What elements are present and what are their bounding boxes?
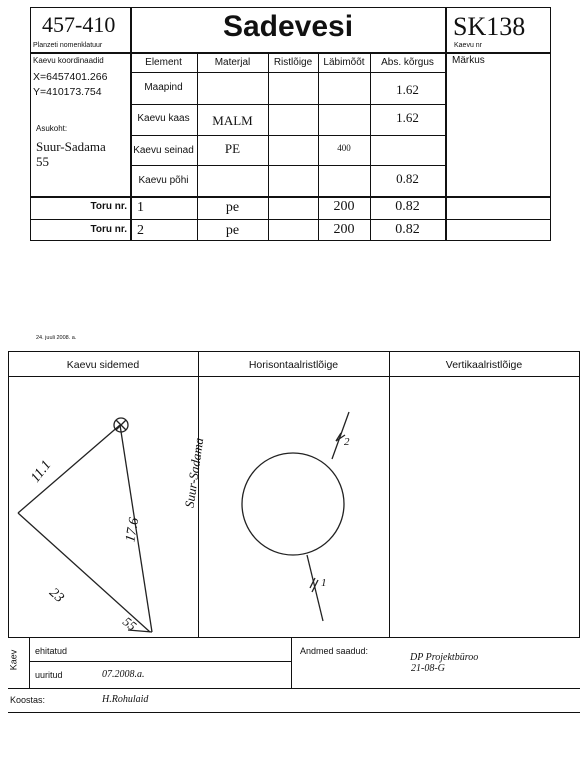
col-title-horizontal: Horisontaalristlõige — [248, 359, 339, 371]
street-label: Suur-Sadama — [181, 436, 207, 509]
pipe-label: Toru nr. — [90, 224, 127, 235]
coord-y: Y=410173.754 — [33, 86, 102, 98]
location-line2: 55 — [36, 154, 49, 169]
well-number-label: Kaevu nr — [454, 42, 483, 49]
arrow-label-2: 2 — [344, 436, 350, 448]
coord-x: X=6457401.266 — [33, 71, 108, 83]
nomenclature-label: Planzeti nomenklatuur — [33, 42, 103, 49]
dim-top: 11.1 — [28, 457, 55, 486]
pipe-height: 0.82 — [395, 222, 420, 237]
page-title: Sadevesi — [222, 10, 354, 43]
row-element: Kaevu seinad — [133, 145, 194, 156]
surveyed-value: 07.2008.a. — [102, 669, 145, 680]
col-title-connections: Kaevu sidemed — [66, 359, 140, 371]
pipe-material: pe — [225, 223, 240, 238]
data-source-code: 21-08-G — [411, 663, 445, 674]
pipe-number: 1 — [137, 200, 144, 215]
col-header-element: Element — [145, 57, 182, 68]
row-element: Maapind — [144, 82, 183, 93]
nomenclature-value: 457-410 — [42, 12, 116, 37]
row-element: Kaevu kaas — [137, 113, 190, 124]
location-label: Asukoht: — [36, 124, 68, 133]
well-circle — [242, 453, 344, 555]
col-header-height: Abs. kõrgus — [381, 57, 434, 68]
pipe-number: 2 — [137, 223, 144, 238]
pipe-label: Toru nr. — [90, 201, 127, 212]
dim-corner: 55 — [120, 613, 140, 634]
pipe-material: pe — [225, 200, 240, 215]
row-material: PE — [224, 141, 241, 156]
well-number: SK138 — [453, 12, 526, 41]
compiled-label: Koostas: — [10, 695, 46, 705]
row-diameter: 400 — [337, 143, 351, 153]
arrow-label-1: 1 — [321, 577, 327, 589]
row-element: Kaevu põhi — [138, 175, 189, 186]
coords-label: Kaevu koordinaadid — [33, 56, 104, 65]
document-date: 24. juuli 2008. a. — [36, 335, 77, 341]
row-height: 0.82 — [396, 171, 419, 186]
pipe-diameter: 200 — [333, 222, 355, 237]
kaev-label: Kaev — [8, 649, 19, 671]
data-source-label: Andmed saadud: — [300, 646, 369, 656]
row-material: MALM — [212, 113, 253, 128]
compiled-value: H.Rohulaid — [102, 694, 149, 705]
dim-bottom: 23 — [46, 585, 67, 606]
col-header-notes: Märkus — [452, 55, 485, 66]
row-height: 1.62 — [396, 110, 419, 125]
data-source-value: DP Projektbüroo — [410, 652, 479, 663]
pipe-diameter: 200 — [333, 199, 355, 214]
col-title-vertical: Vertikaalristlõige — [445, 359, 523, 371]
pipe-height: 0.82 — [395, 199, 420, 214]
row-height: 1.62 — [396, 82, 419, 97]
surveyed-label: uuritud — [35, 670, 63, 680]
built-label: ehitatud — [35, 646, 68, 656]
col-header-material: Materjal — [214, 57, 251, 68]
col-header-diameter: Läbimõõt — [323, 57, 365, 68]
dim-side: 17.6 — [123, 516, 143, 544]
location-line1: Suur-Sadama — [36, 139, 106, 154]
col-header-section: Ristlõige — [273, 57, 313, 68]
